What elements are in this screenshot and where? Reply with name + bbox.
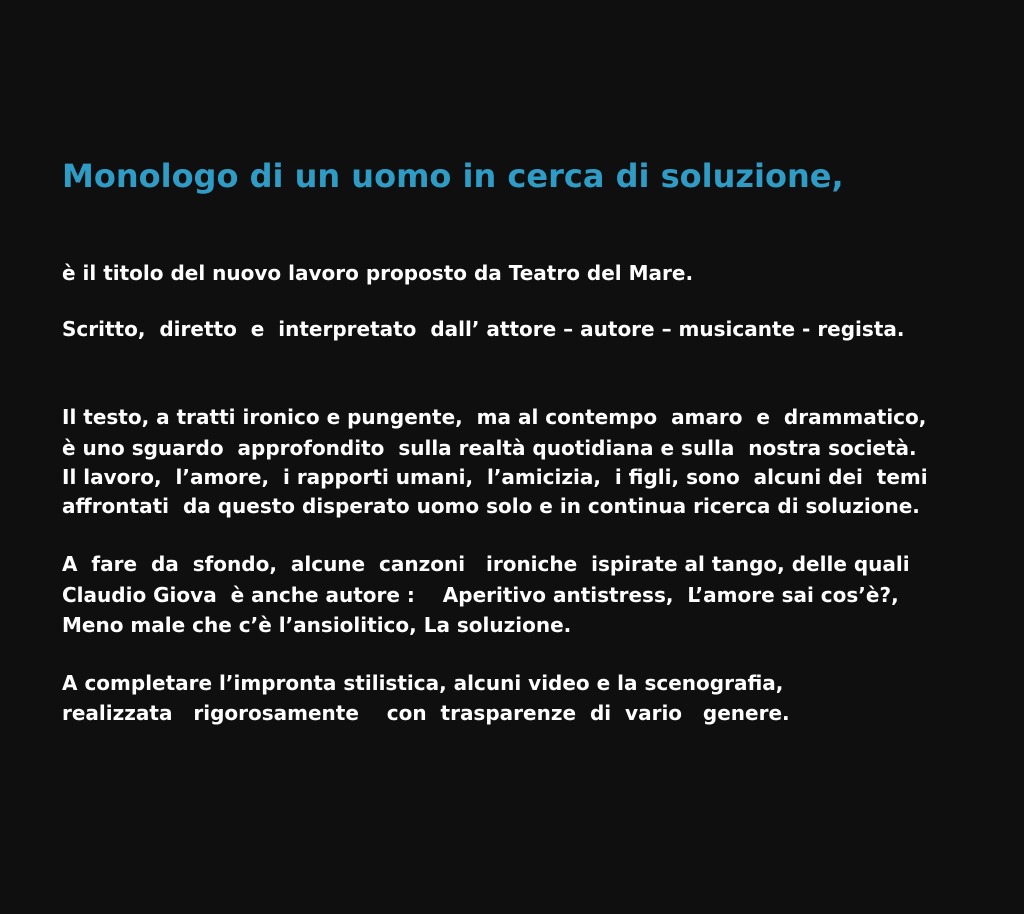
paragraph1-line-2: è uno sguardo approfondito sulla realtà quotidiana e sulla nostra società. (62, 436, 917, 460)
paragraph3-line-2: realizzata rigorosamente con trasparenze di vario genere. (62, 701, 790, 725)
paragraph3-line-1: A completare l’impronta stilistica, alcuni video e la scenografia, (62, 671, 784, 695)
document-title: Monologo di un uomo in cerca di soluzione, (62, 157, 844, 195)
paragraph1-line-1: Il testo, a tratti ironico e pungente, ma al contempo amaro e drammatico, (62, 405, 927, 429)
paragraph1-line-3: Il lavoro, l’amore, i rapporti umani, l’amicizia, i figli, sono alcuni dei temi (62, 465, 928, 489)
paragraph2-line-2: Claudio Giova è anche autore : Aperitivo antistress, L’amore sai cos’è?, (62, 583, 899, 607)
paragraph2-line-1: A fare da sfondo, alcune canzoni ironiche ispirate al tango, delle quali (62, 552, 910, 576)
intro-line-1: è il titolo del nuovo lavoro proposto da Teatro del Mare. (62, 261, 694, 285)
intro-line-2: Scritto, diretto e interpretato dall’ attore – autore – musicante - regista. (62, 317, 905, 341)
paragraph1-line-4: affrontati da questo disperato uomo solo e in continua ricerca di soluzione. (62, 494, 920, 518)
paragraph2-line-3: Meno male che c’è l’ansiolitico, La soluzione. (62, 613, 572, 637)
